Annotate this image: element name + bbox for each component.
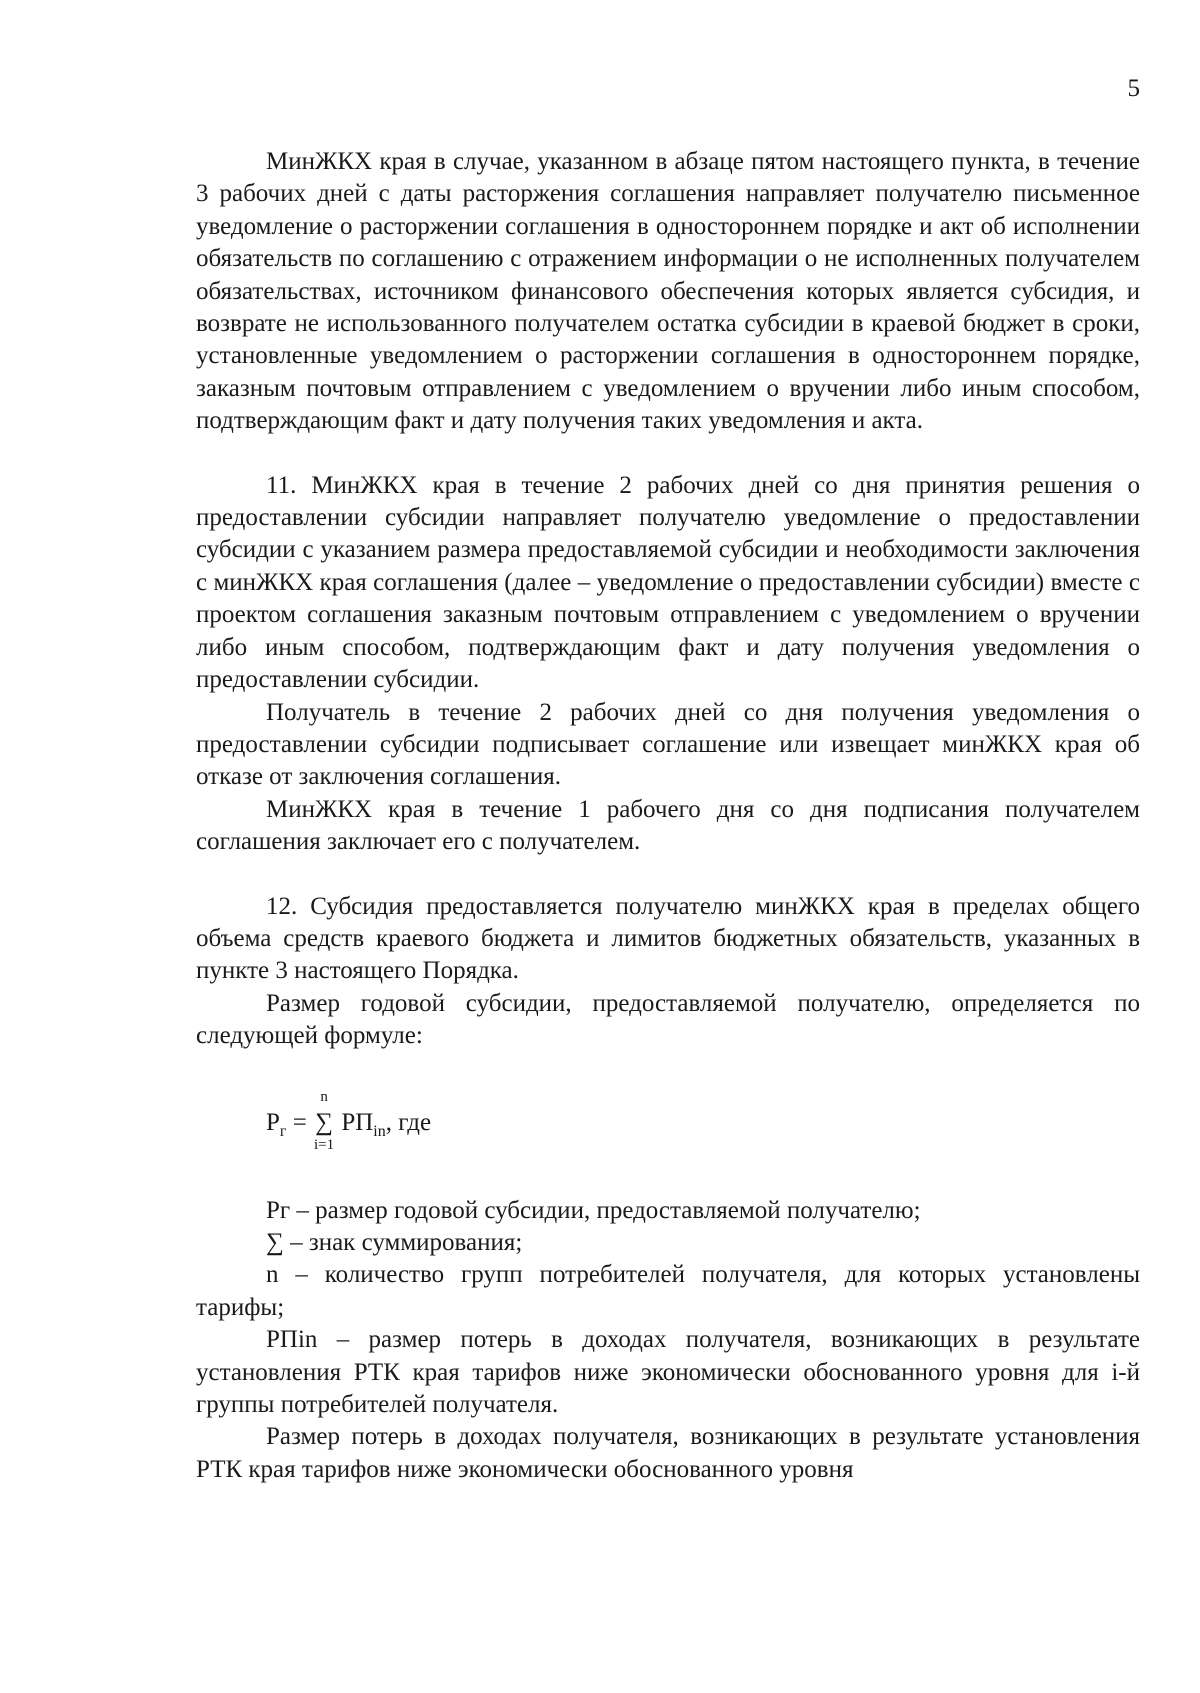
annual-subsidy-formula (266, 1088, 1140, 1157)
formula-lhs: Р (266, 1108, 280, 1136)
paragraph-gap (196, 859, 1140, 891)
definition-annual-subsidy: Рг – размер годовой субсидии, предоставляемой получателю; (266, 1196, 921, 1224)
paragraph-termination-notice: МинЖКХ края в случае, указанном в абзаце пятом настоящего пункта, в течение 3 рабочих дней с даты расторжения соглашения направляет получателю письменное уведомление о расторжении соглашения в одностороннем порядке и акт об исполнении обязательств по соглашению с отражением информации о не исполненных получателем обязательствах, источником финансового обеспечения которых является субсидия, и возврате не использованного получателем остатка субсидии в краевой бюджет в сроки, установленные уведомлением о расторжении соглашения в одностороннем порядке, заказным почтовым отправлением с уведомлением о вручении либо иным способом, подтверждающим факт и дату получения таких уведомления и акта. (196, 148, 1140, 435)
formula-tail: , где (385, 1108, 432, 1136)
paragraph-item-12: 12. Субсидия предоставляется получателю минЖКХ края в пределах общего объема средств краевого бюджета и лимитов бюджетных обязательств, указанных в пункте 3 настоящего Порядка. (196, 892, 1140, 985)
document-body (196, 146, 1140, 1486)
formula-expression (266, 1088, 432, 1153)
summation-operator (313, 1088, 335, 1153)
summation-upper-limit: n (320, 1088, 328, 1105)
paragraph-recipient-signing: Получатель в течение 2 рабочих дней со дня получения уведомления о предоставлении субсидии подписывает соглашение или извещает минЖКХ края об отказе от заключения соглашения. (196, 698, 1140, 791)
paragraph-agreement-conclusion: МинЖКХ края в течение 1 рабочего дня со дня подписания получателем соглашения заключает его с получателем. (196, 795, 1140, 856)
summation-sign: ∑ (315, 1108, 333, 1136)
definition-income-loss: РПin – размер потерь в доходах получателя, возникающих в результате установления РТК края тарифов ниже экономически обоснованного уровня для i-й группы потребителей получателя. (196, 1326, 1140, 1418)
formula-term-subscript: in (373, 1122, 386, 1140)
formula-term: РП (335, 1108, 374, 1136)
paragraph-formula-intro: Размер годовой субсидии, предоставляемой получателю, определяется по следующей формуле: (196, 989, 1140, 1050)
formula-lhs-subscript: г (279, 1122, 287, 1140)
page-number: 5 (1127, 75, 1140, 102)
summation-lower-limit: i=1 (314, 1136, 335, 1153)
paragraph-item-11: 11. МинЖКХ края в течение 2 рабочих дней со дня принятия решения о предоставлении субсидии направляет получателю уведомление о предоставлении субсидии с указанием размера предоставляемой субсидии и необходимости заключения с минЖКХ края соглашения (далее – уведомление о предоставлении субсидии) вместе с проектом соглашения заказным почтовым отправлением с уведомлением о вручении либо иным способом, подтверждающим факт и дату получения уведомления о предоставлении субсидии. (196, 471, 1140, 694)
definition-summation: ∑ – знак суммирования; (266, 1228, 523, 1256)
formula-equals: = (286, 1108, 314, 1136)
definition-group-count: n – количество групп потребителей получателя, для которых установлены тарифы; (196, 1261, 1140, 1321)
paragraph-income-loss-size: Размер потерь в доходах получателя, возникающих в результате установления РТК края тарифов ниже экономически обоснованного уровня (196, 1423, 1140, 1483)
paragraph-gap (196, 438, 1140, 470)
